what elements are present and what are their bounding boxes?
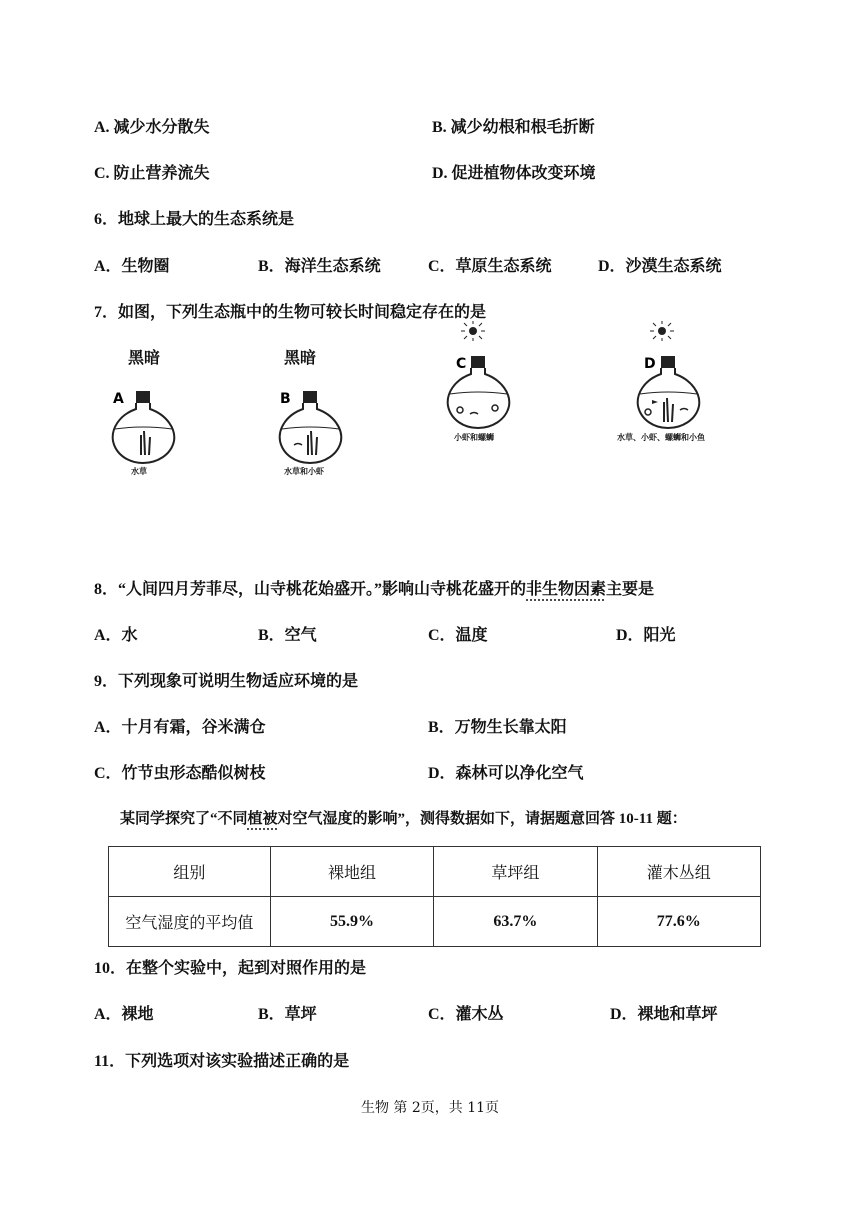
intro-dotted: 植被 xyxy=(247,811,278,827)
flask-c-caption: 小虾和螺蛳 xyxy=(454,433,494,442)
experiment-intro xyxy=(120,807,687,828)
page-footer: 生物 第 2页，共 11页 xyxy=(360,1100,500,1116)
flask-b-condition: 黑暗 xyxy=(284,350,317,367)
flask-a-caption: 水草 xyxy=(131,467,147,476)
q7-stem: 7．如图，下列生态瓶中的生物可较长时间稳定存在的是 xyxy=(94,304,487,321)
intro-pre: 某同学探究了“不同 xyxy=(120,811,248,827)
flask-b-caption: 水草和小虾 xyxy=(284,467,324,476)
flask-c-icon xyxy=(440,348,520,430)
q5-option-c: C. 防止营养流失 xyxy=(94,165,210,182)
table-header-shrub: 灌木丛组 xyxy=(597,847,760,897)
table-cell-lawn: 63.7% xyxy=(434,897,597,947)
q6-option-c: C．草原生态系统 xyxy=(428,258,552,275)
flask-a-condition: 黑暗 xyxy=(128,350,161,367)
sun-icon xyxy=(458,320,488,342)
q9-option-a: A．十月有霜，谷米满仓 xyxy=(94,719,266,736)
q8-option-b: B．空气 xyxy=(258,627,317,644)
flask-b-icon xyxy=(272,385,352,465)
flask-a-icon xyxy=(105,385,185,465)
q8-stem-pre: 8．“人间四月芳菲尽，山寺桃花始盛开。”影响山寺桃花盛开的 xyxy=(94,581,527,598)
humidity-table xyxy=(108,846,761,947)
q8-stem xyxy=(94,576,654,599)
flask-c-letter: C xyxy=(456,356,467,372)
q9-option-d: D．森林可以净化空气 xyxy=(428,765,584,782)
q5-option-b: B. 减少幼根和根毛折断 xyxy=(432,119,595,136)
q6-option-b: B．海洋生态系统 xyxy=(258,258,381,275)
q11-stem: 11．下列选项对该实验描述正确的是 xyxy=(94,1053,350,1070)
q8-option-a: A．水 xyxy=(94,627,138,644)
table-header-lawn: 草坪组 xyxy=(434,847,597,897)
q8-stem-post: 主要是 xyxy=(606,581,655,598)
flask-d-icon xyxy=(630,348,710,430)
q10-option-b: B．草坪 xyxy=(258,1006,317,1023)
table-row-label: 空气湿度的平均值 xyxy=(109,897,271,947)
q10-option-c: C．灌木丛 xyxy=(428,1006,504,1023)
table-row xyxy=(109,897,761,947)
q6-stem: 6．地球上最大的生态系统是 xyxy=(94,211,295,228)
q10-stem: 10．在整个实验中，起到对照作用的是 xyxy=(94,960,367,977)
q8-option-c: C．温度 xyxy=(428,627,488,644)
table-header-bare: 裸地组 xyxy=(270,847,433,897)
flask-d-caption: 水草、小虾、螺蛳和小鱼 xyxy=(617,433,705,442)
flask-a-letter: A xyxy=(113,391,124,407)
q9-option-b: B．万物生长靠太阳 xyxy=(428,719,567,736)
intro-post: 对空气湿度的影响”，测得数据如下，请据题意回答 10-11 题： xyxy=(277,811,687,827)
q6-option-d: D．沙漠生态系统 xyxy=(598,258,722,275)
table-cell-shrub: 77.6% xyxy=(597,897,760,947)
q10-option-d: D．裸地和草坪 xyxy=(610,1006,718,1023)
q6-option-a: A．生物圈 xyxy=(94,258,170,275)
table-header-row xyxy=(109,847,761,897)
flask-b-letter: B xyxy=(280,391,291,407)
q9-option-c: C．竹节虫形态酷似树枝 xyxy=(94,765,266,782)
q5-option-a: A. 减少水分散失 xyxy=(94,119,210,136)
flask-d-letter: D xyxy=(644,356,656,372)
table-cell-bare: 55.9% xyxy=(270,897,433,947)
q8-stem-dotted: 非生物因素 xyxy=(526,581,607,598)
table-header-group: 组别 xyxy=(109,847,271,897)
q10-option-a: A．裸地 xyxy=(94,1006,154,1023)
q5-option-d: D. 促进植物体改变环境 xyxy=(432,165,596,182)
sun-icon xyxy=(647,320,677,342)
q8-option-d: D．阳光 xyxy=(616,627,676,644)
q9-stem: 9．下列现象可说明生物适应环境的是 xyxy=(94,673,359,690)
